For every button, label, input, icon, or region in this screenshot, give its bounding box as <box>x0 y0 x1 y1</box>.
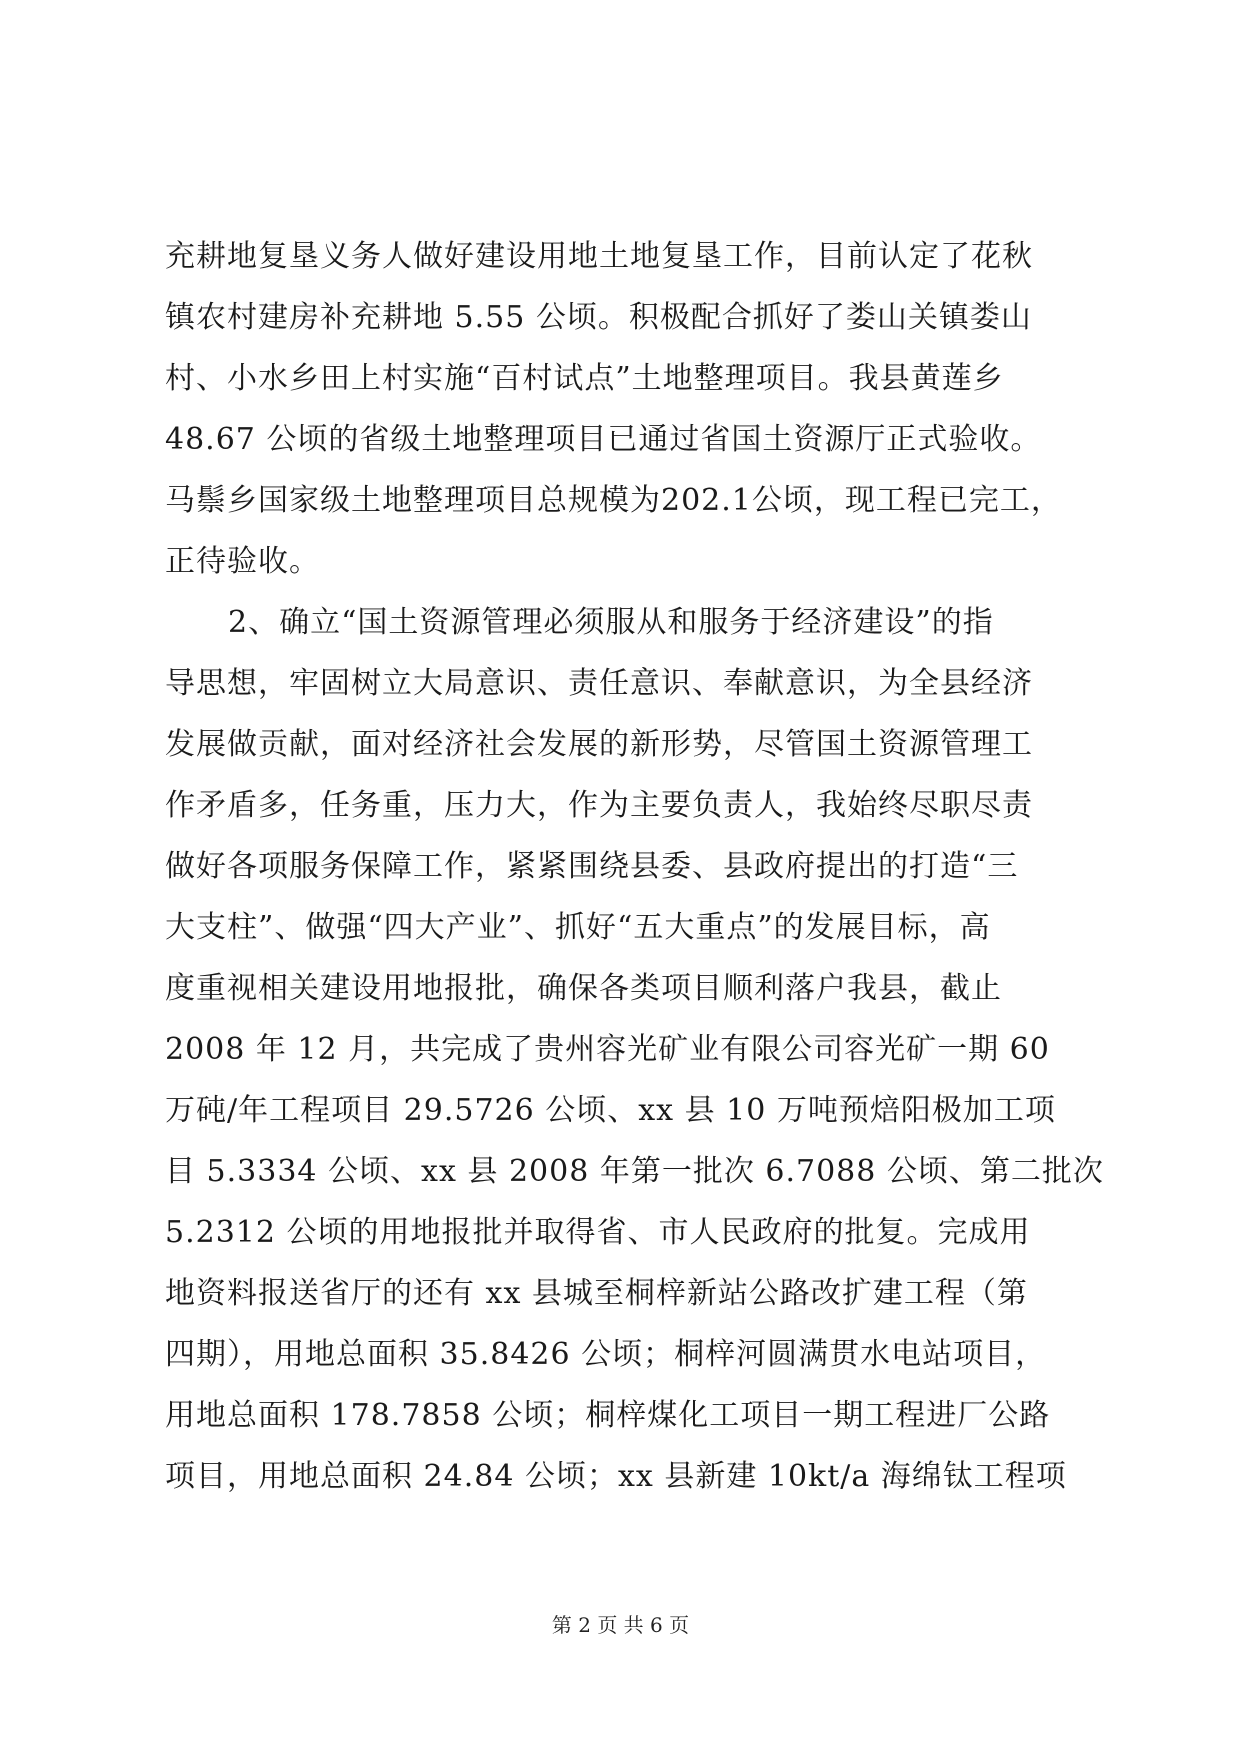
text-line: 万砘/年工程项目 29.5726 公顷、xx 县 10 万吨预焙阳极加工项 <box>165 1093 1056 1128</box>
paragraph-start-line: 2、确立“国土资源管理必须服从和服务于经济建设”的指 <box>228 605 994 640</box>
text-line: 48.67 公顷的省级土地整理项目已通过省国土资源厅正式验收。 <box>165 422 1042 457</box>
text-line: 2008 年 12 月，共完成了贵州容光矿业有限公司容光矿一期 60 <box>165 1032 1050 1067</box>
text-line: 目 5.3334 公顷、xx 县 2008 年第一批次 6.7088 公顷、第二批次 <box>165 1154 1104 1189</box>
text-line: 马鬃乡国家级土地整理项目总规模为202.1公顷，现工程已完工， <box>165 483 1062 518</box>
text-line: 充耕地复垦义务人做好建设用地土地复垦工作，目前认定了花秋 <box>165 239 1033 274</box>
text-line: 导思想，牢固树立大局意识、责任意识、奉献意识，为全县经济 <box>165 666 1033 701</box>
text-line: 做好各项服务保障工作，紧紧围绕县委、县政府提出的打造“三 <box>165 849 1019 884</box>
text-line: 镇农村建房补充耕地 5.55 公顷。积极配合抓好了娄山关镇娄山 <box>165 300 1032 335</box>
text-line: 项目，用地总面积 24.84 公顷；xx 县新建 10kt/a 海绵钛工程项 <box>165 1459 1067 1494</box>
text-line: 度重视相关建设用地报批，确保各类项目顺利落户我县，截止 <box>165 971 1002 1006</box>
text-line: 四期），用地总面积 35.8426 公顷；桐梓河圆满贯水电站项目， <box>165 1337 1047 1372</box>
text-line: 5.2312 公顷的用地报批并取得省、市人民政府的批复。完成用 <box>165 1215 1031 1250</box>
body-text <box>165 226 1104 1507</box>
text-line: 发展做贡献，面对经济社会发展的新形势，尽管国土资源管理工 <box>165 727 1033 762</box>
text-line: 地资料报送省厅的还有 xx 县城至桐梓新站公路改扩建工程（第 <box>165 1276 1028 1311</box>
text-line: 大支柱”、做强“四大产业”、抓好“五大重点”的发展目标，高 <box>165 910 991 945</box>
text-line: 村、小水乡田上村实施“百村试点”土地整理项目。我县黄莲乡 <box>165 361 1004 396</box>
text-line: 作矛盾多，任务重，压力大，作为主要负责人，我始终尽职尽责 <box>165 788 1033 823</box>
page-number-footer: 第 2 页 共 6 页 <box>551 1613 690 1637</box>
text-line: 用地总面积 178.7858 公顷；桐梓煤化工项目一期工程进厂公路 <box>165 1398 1051 1433</box>
text-line: 正待验收。 <box>165 544 320 579</box>
